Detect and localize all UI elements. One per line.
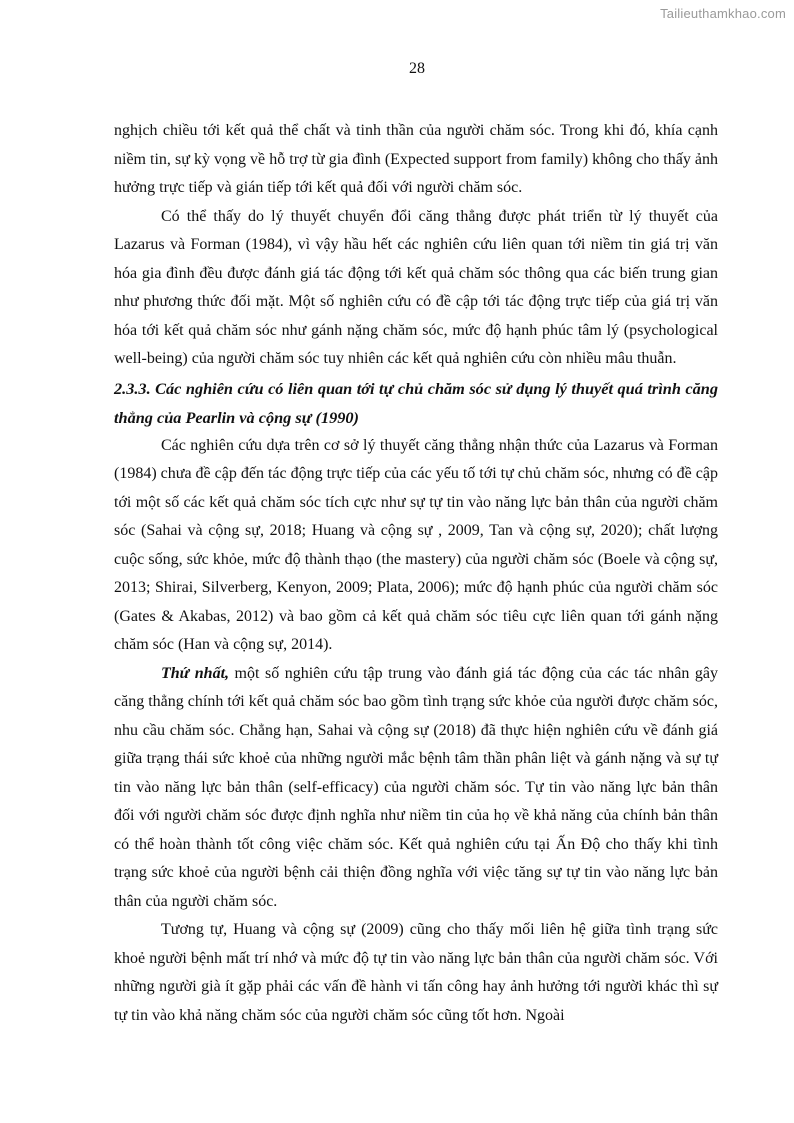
watermark-text: Tailieuthamkhao.com bbox=[660, 6, 786, 21]
paragraph-continued: nghịch chiều tới kết quả thể chất và tinh thần của người chăm sóc. Trong khi đó, khía cạnh niềm tin, sự kỳ vọng về hỗ trợ từ gia đình (Expected support from family) không cho thấy ảnh hưởng trực tiếp và gián tiếp tới kết quả đối với người chăm sóc. bbox=[114, 122, 718, 196]
paragraph: Tương tự, Huang và cộng sự (2009) cũng cho thấy mối liên hệ giữa tình trạng sức khoẻ người bệnh mất trí nhớ và mức độ tự tin vào năng lực bản thân của người chăm sóc. Với những người già ít gặp phải các vấn đề hành vi tấn công hay ảnh hưởng tới người khác thì sự tự tin vào khả năng chăm sóc của người chăm sóc cũng tốt hơn. Ngoài bbox=[114, 921, 718, 1024]
page-number: 28 bbox=[409, 60, 425, 77]
section-heading: 2.3.3. Các nghiên cứu có liên quan tới tự chủ chăm sóc sử dụng lý thuyết quá trình căng thẳng của Pearlin và cộng sự (1990) bbox=[114, 378, 718, 427]
paragraph-lead-bold-suffix: , bbox=[225, 664, 230, 682]
document-body bbox=[114, 117, 718, 1030]
paragraph-lead bbox=[161, 665, 225, 682]
paragraph bbox=[114, 660, 718, 917]
paragraph: Các nghiên cứu dựa trên cơ sở lý thuyết căng thẳng nhận thức của Lazarus và Forman (1984) chưa đề cập đến tác động trực tiếp của các yếu tố tới tự chủ chăm sóc, nhưng có đề cập tới một số các kết quả chăm sóc tích cực như sự tự tin vào năng lực bản thân của người chăm sóc (Sahai và cộng sự, 2018; Huang và cộng sự , 2009, Tan và cộng sự, 2020); chất lượng cuộc sống, sức khỏe, mức độ thành thạo (the mastery) của người chăm sóc (Boele và cộng sự, 2013; Shirai, Silverberg, Kenyon, 2009; Plata, 2006); mức độ hạnh phúc của người chăm sóc (Gates & Akabas, 2012) và bao gồm cả kết quả chăm sóc tiêu cực liên quan tới gánh nặng chăm sóc (Han và cộng sự, 2014). bbox=[114, 436, 718, 653]
paragraph: Có thể thấy do lý thuyết chuyển đổi căng thẳng được phát triển từ lý thuyết của Lazarus và Forman (1984), vì vậy hầu hết các nghiên cứu liên quan tới niềm tin giá trị văn hóa gia đình đều được đánh giá tác động tới kết quả chăm sóc thông qua các biến trung gian như phương thức đối mặt. Một số nghiên cứu có đề cập tới tác động trực tiếp của giá trị văn hóa tới kết quả chăm sóc như gánh nặng chăm sóc, mức độ hạnh phúc tâm lý (psychological well-being) của người chăm sóc tuy nhiên các kết quả nghiên cứu còn nhiều mâu thuẫn. bbox=[114, 207, 718, 367]
paragraph-lead-text: Thứ nhất bbox=[161, 664, 226, 682]
paragraph-body: một số nghiên cứu tập trung vào đánh giá tác động của các tác nhân gây căng thẳng chính tới kết quả chăm sóc bao gồm tình trạng sức khỏe của người được chăm sóc, nhu cầu chăm sóc. Chẳng hạn, Sahai và cộng sự (2018) đã thực hiện nghiên cứu về đánh giá giữa trạng thái sức khoẻ của những người mắc bệnh tâm thần phân liệt và gánh nặng và sự tự tin vào năng lực bản thân (self-efficacy) của người chăm sóc. Tự tin vào năng lực bản thân đối với người chăm sóc được định nghĩa như niềm tin của họ về khả năng của chính bản thân có thể hoàn thành tốt công việc chăm sóc. Kết quả nghiên cứu tại Ấn Độ cho thấy khi tình trạng sức khoẻ của người bệnh cải thiện đồng nghĩa với việc tăng sự tự tin vào năng lực bản thân của người chăm sóc. bbox=[114, 664, 719, 910]
